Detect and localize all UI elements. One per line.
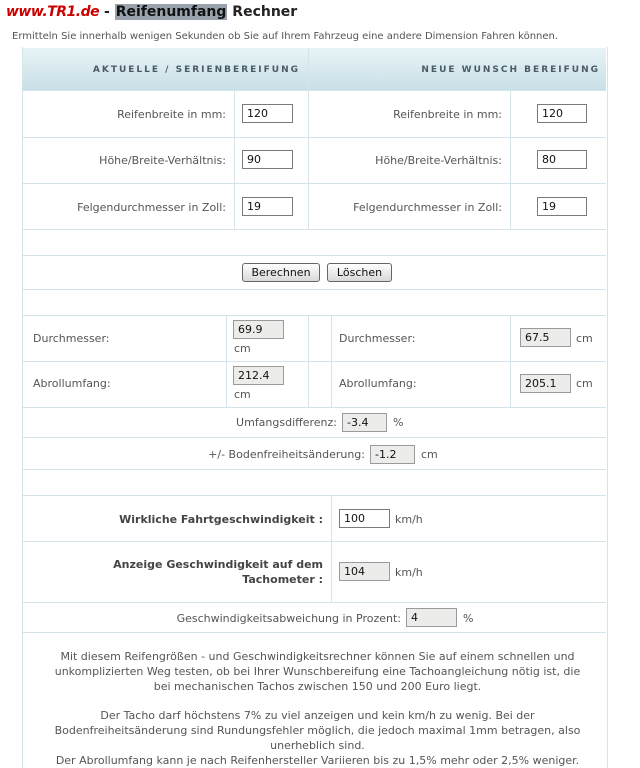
divider [23, 632, 606, 633]
divider [23, 407, 606, 408]
divider [23, 602, 606, 603]
hoehe-left-input[interactable]: 90 [242, 150, 293, 169]
divider [23, 437, 606, 438]
umfangsdifferenz-output: -3.4 [342, 413, 387, 432]
breite-left-input[interactable]: 120 [242, 104, 293, 123]
divider [331, 495, 332, 602]
label-hoehe-left: Höhe/Breite-Verhältnis: [99, 154, 226, 167]
info-line: bei mechanischen Tachos zwischen 150 und 200 Euro liegt. [153, 680, 482, 693]
info-line: Bodenfreiheitsänderung sind Rundungsfehler möglich, die jedoch maximal 1mm betragen, also [54, 724, 581, 737]
label-bodenfreiheit: +/- Bodenfreiheitsänderung: [208, 448, 365, 461]
real-speed-input[interactable]: 100 [339, 509, 390, 528]
durchmesser-right-output: 67.5 [520, 328, 571, 347]
header-new-label: NEUE WUNSCH BEREIFUNG [421, 65, 600, 75]
divider [23, 315, 606, 316]
felge-left-input[interactable]: 19 [242, 197, 293, 216]
info-line: Der Tacho darf höchstens 7% zu viel anzeigen und kein km/h zu wenig. Bei der [100, 709, 535, 722]
page-subtitle: Ermitteln Sie innerhalb wenigen Sekunden ob Sie auf Ihrem Fahrzeug eine andere Dimension Fahren können. [12, 31, 559, 42]
info-line: unerheblich sind. [270, 739, 365, 752]
unit-cm: cm [234, 342, 251, 355]
label-abroll-left: Abrollumfang: [33, 377, 111, 390]
divider [308, 48, 309, 229]
divider [23, 495, 606, 496]
divider [510, 315, 511, 407]
divider [23, 137, 606, 138]
label-durchmesser-left: Durchmesser: [33, 332, 110, 345]
divider [23, 90, 606, 91]
label-abroll-right: Abrollumfang: [339, 377, 417, 390]
info-line: unkomplizierten Weg testen, ob bei Ihrer Wunschbereifung eine Tachoangleichung nötig ist, die [54, 665, 581, 678]
page-title [6, 4, 297, 20]
divider [226, 315, 227, 407]
calculate-button[interactable]: Berechnen [242, 263, 320, 282]
unit-percent: % [463, 612, 474, 625]
label-tacho-speed-line2: Tachometer : [242, 573, 323, 586]
label-breite-left: Reifenbreite in mm: [117, 108, 226, 121]
header-current-label: AKTUELLE / SERIENBEREIFUNG [92, 65, 300, 75]
divider [23, 469, 606, 470]
divider [331, 315, 332, 407]
clear-button[interactable]: Löschen [327, 263, 392, 282]
info-line: Der Abrollumfang kann je nach Reifenhersteller Variieren bis zu 1,5% mehr oder 2,5% weniger. [55, 754, 580, 767]
tacho-speed-output: 104 [339, 562, 390, 581]
divider [23, 255, 606, 256]
divider [23, 361, 606, 362]
info-paragraph-2 [30, 708, 605, 768]
label-durchmesser-right: Durchmesser: [339, 332, 416, 345]
unit-percent: % [393, 416, 404, 429]
unit-cm: cm [234, 388, 251, 401]
unit-cm: cm [576, 332, 593, 345]
abroll-left-output: 212.4 [233, 366, 284, 385]
unit-cm: cm [421, 448, 438, 461]
divider [308, 315, 309, 407]
info-paragraph-1 [30, 649, 605, 694]
speed-deviation-output: 4 [406, 608, 457, 627]
divider [510, 90, 511, 229]
divider [234, 90, 235, 229]
abroll-right-output: 205.1 [520, 374, 571, 393]
felge-right-input[interactable]: 19 [537, 197, 587, 216]
info-line: Mit diesem Reifengrößen - und Geschwindigkeitsrechner können Sie auf einem schnellen und [60, 650, 575, 663]
label-breite-right: Reifenbreite in mm: [393, 108, 502, 121]
bodenfreiheit-output: -1.2 [370, 445, 415, 464]
title-rest: Rechner [227, 4, 298, 20]
unit-cm: cm [576, 377, 593, 390]
label-tacho-speed-line1: Anzeige Geschwindigkeit auf dem [113, 558, 323, 571]
header-new [309, 48, 606, 90]
unit-kmh: km/h [395, 513, 423, 526]
title-highlight: Reifenumfang [115, 4, 227, 20]
divider [23, 229, 606, 230]
divider [23, 183, 606, 184]
divider [23, 541, 606, 542]
label-hoehe-right: Höhe/Breite-Verhältnis: [375, 154, 502, 167]
unit-kmh: km/h [395, 566, 423, 579]
hoehe-right-input[interactable]: 80 [537, 150, 587, 169]
divider [23, 289, 606, 290]
label-speed-deviation: Geschwindigkeitsabweichung in Prozent: [176, 612, 401, 625]
durchmesser-left-output: 69.9 [233, 320, 284, 339]
label-umfangsdifferenz: Umfangsdifferenz: [236, 416, 337, 429]
label-felge-left: Felgendurchmesser in Zoll: [77, 201, 226, 214]
label-real-speed: Wirkliche Fahrtgeschwindigkeit : [119, 513, 323, 526]
site-logo[interactable]: www.TR1.de [6, 4, 100, 20]
header-current [23, 48, 308, 90]
label-felge-right: Felgendurchmesser in Zoll: [353, 201, 502, 214]
title-dash: - [99, 4, 115, 20]
breite-right-input[interactable]: 120 [537, 104, 587, 123]
